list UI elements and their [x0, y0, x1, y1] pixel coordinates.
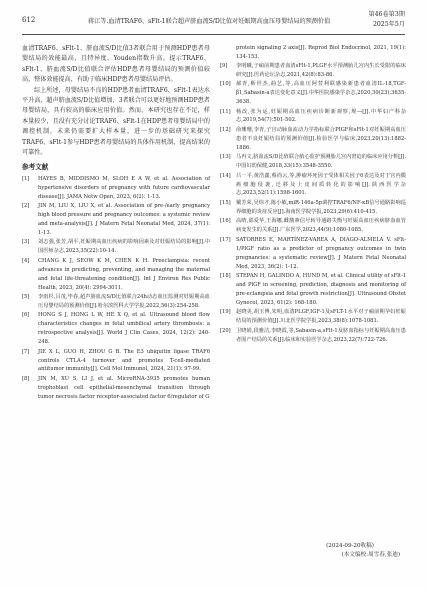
reference-text: 俞珊珊,李青,子宫动脉血流动力学指标联合PIGF和sFlt-1对妊娠期高血压患者不良妊娠结局的预测价值[J].检验医学与临床,2023,20(13):1882-1886. [236, 126, 406, 151]
reference-number: [8] [22, 375, 30, 382]
reference-number: [7] [22, 348, 30, 355]
right-column [220, 44, 406, 345]
reference-item [22, 311, 210, 347]
reference-item [220, 153, 406, 171]
reference-item [220, 62, 406, 80]
reference-text: 刘志强,张芳,胡平,妊娠期高血压疾病的影响因素及对妊娠结局的影响[J].中国医师杂志,2023,35(22):10-14. [38, 239, 210, 255]
reference-text: 卫晓娟,段雅洁,李晓霞,等,Sabasin-a,sFlt-1及脐血指标与妊娠期高血压患者围产结局的关系[J].临床和实验医学杂志,2023,22(7):722-726. [236, 327, 406, 343]
left-column [22, 44, 210, 402]
reference-item [220, 327, 406, 345]
reference-number: [18] [220, 273, 231, 279]
page-number: 612 [22, 16, 36, 24]
reference-number: [11] [220, 108, 231, 115]
reference-number: [4] [22, 257, 30, 264]
reference-text: HAYES B, MIDDISMO M, SLOH E A W, et al. Association of hypertensive disorders of pregnancy with future cardiovascular disease[J]. JAMA Netw Open, 2023, 6(2): 1-13. [38, 175, 210, 200]
reference-text: 杨改,张为运,妊娠期高血压疾病诊断新观察,规—[J].中华妇产科杂志,2019,54(7):501-502. [236, 108, 406, 124]
article-footer [300, 542, 400, 559]
reference-number: [20] [220, 327, 231, 334]
reference-item [22, 257, 210, 293]
reference-text: 戴芳荣,吴炜才,陈小敏,miR-146a-5p调控TRAF6/NF-κB信号通路影响巡界细胞的炎症反应[J].海南医学院学报,2023,29(6):410-415. [236, 199, 406, 215]
journal-issue [368, 10, 405, 30]
reference-item [220, 172, 406, 199]
page-header [22, 10, 405, 44]
reference-number: [3] [22, 239, 30, 246]
header-rule [22, 34, 405, 35]
reference-text: 高晴,邵爱华,王海娜,雌激素信号转导通路失衡与妊娠高血压疾病脐血血管病变发生的关系[J].广东医学,2023,44(9):1080-1085. [236, 218, 406, 234]
reference-number: [5] [22, 294, 30, 301]
reference-item [220, 236, 406, 272]
reference-text: JIE X L, GUO H, ZHOU G B. The E3 ubiquitin ligase TRAF6 controls CTLA-4 turnover and promotes T-cell-mediated antitumor immunity[J]. Cell Mol Immunol, 2024, 21(1): 97-99. [38, 348, 210, 373]
reference-text: JIN M, XU S, LI J, et al. MicroRNA-3935 promotes human trophoblast cell epithelial-mesenchymal transition through tumor necrosis factor receptor-associated factor 6/regulator of G [38, 375, 210, 400]
reference-item [22, 175, 210, 202]
reference-item [220, 108, 406, 126]
volume-issue: 第46卷第3期 [368, 11, 405, 18]
reference-text: SATORRES E, MARTÍNEZ-VAREA A, DIAGO-ALMELA V. sFlt-1/PlGF ratio as a predictor of pregnancy outcomes in twin pregnancies: a systematic review[J]. J Matern Fetal Neonatal Med, 2023, 36(2): 1-12. [236, 236, 406, 270]
reference-text: 赵晓美,胡玉博,朱明,血清PLGF,IGF-1及sFLT-1水平对子痫前期孕妇妊娠结局的预测价值[J].川北医学院学报,2023,38(8):1078-1081. [236, 309, 406, 325]
reference-number: [6] [22, 312, 30, 319]
reference-text: CHANG K J, SEOW K M, CHEN K H. Preeclampsia: recent advances in predicting, preventing, and managing the maternal and fetal life-threatening condition[J]. Int J Environ Res Public Health, 2023, 20(4): 2994-3011. [38, 257, 210, 291]
reference-number: [16] [220, 218, 231, 225]
reference-item [220, 126, 406, 153]
reference-number: [17] [220, 236, 231, 243]
reference-text: HONG S J, HONG L W, HE X Q, et al. Ultrasound blood flow characteristics changes in fetal umbilical artery thrombosis: a retrospective analysis[J]. World J Clin Cases, 2024, 12(2): 240-248. [38, 312, 210, 346]
reference-item [22, 348, 210, 375]
editor-note: (本文编校:周雪春,张迪) [341, 551, 400, 558]
reference-number: [1] [22, 175, 30, 182]
body-paragraph-2: 综上所述，母婴结局不良的HDP患者血清TRAF6、sFlt-1表达水平升高，超声脐血流S/D比值增加，3者联合可以更好地预测HDP患者母婴结局，具有较高的临床应用价值。然而，本研究也存在不足，样本量较少，且没有充分讨论TRAF6、sFlt-1在HDP患者母婴结局中的调控机制，未来仍需要扩大样本量，进一步的基础研究来探究TRAF6、sFlt-1参与HDP患者母婴结局的具体作用机制，提高结果的可靠性。 [22, 86, 210, 157]
reference-number: [13] [220, 154, 231, 161]
reference-text: 马冉文,脐血流S/D比值联合胎心监护预测胎儿宫内窘迫的临床应用分析[J].中国妇幼保健,2018,33(15):3548-3550. [236, 154, 406, 170]
reference-number: [15] [220, 199, 231, 206]
reference-number: [12] [220, 126, 231, 133]
publication-date: 2025年5月 [372, 21, 405, 28]
reference-item [22, 375, 210, 402]
reference-text: 郝青,靳世杰,曲艺,等,高血压阿替利联感染新患者血清IL-18,TGF-β1,Sabasin-a表达变化意义[J].中华医院感染学杂志,2020,30(23):3635-3638. [236, 81, 406, 106]
reference-number: [9] [220, 62, 228, 69]
received-date: (2024-09-20收稿) [326, 543, 374, 549]
reference-continuation: protein signaling 2 axis[J]. Reprod Biol Endocrinol, 2021, 19(1): 134-153. [236, 45, 406, 60]
reference-text: 李明曦,子痫前期患者血清sFlt-1,PLGF水平预测胎儿宫内生长受限的临床研究[J].医药论坛杂志,2021,42(8):83-86. [236, 62, 406, 78]
reference-number: [14] [220, 172, 231, 179]
reference-item [220, 199, 406, 217]
running-title: 蒋江等.血清TRAF6、sFlt-1联合超声脐血流S/D比值对妊娠期高血压母婴结局的预测价值 [88, 18, 331, 25]
reference-item [220, 80, 406, 107]
reference-item [220, 308, 406, 326]
reference-list-left [22, 175, 210, 402]
reference-item [22, 293, 210, 311]
reference-item [220, 272, 406, 308]
reference-item [220, 217, 406, 235]
reference-text: STEPAN H, GALINDO A, HUND M, et al. Clinical utility of sFlt-1 and PlGF in screening, prediction, diagnosis and monitoring of pre-eclampsia and fetal growth restriction[J]. Ultrasound Obstet Gynecol, 2023, 61(2): 168-180. [236, 273, 406, 306]
reference-number: [10] [220, 81, 231, 88]
references-heading: 参考文献 [22, 163, 49, 172]
reference-item [22, 202, 210, 238]
reference-number: [2] [22, 203, 30, 210]
body-paragraph-1: 血清TRAF6、sFlt-1、脐血流S/D比值3者联合用于预测HDP患者母婴结局的效能最高，且特异度、Youden指数升高。提示TRAF6、sFlt-1、脐血流S/D比值联合评估HDP患者母婴结局的预测价值较高，整体效能提高，有助于临床HDP患者母婴结局评估。 [22, 45, 210, 84]
reference-list-right [220, 62, 406, 345]
reference-text: JIN M, LIU X, LIU X, et al. Association of pre-/early pregnancy high blood pressure and pregnancy outcomes: a systemic review and meta-analysis[J]. J Matern Fetal Neonatal Med, 2024, 37(1): 1-13. [38, 203, 210, 236]
reference-text: 李雨杉,吕茂,毕春,超声脐血流S/D比值联合24h动态血压监测对妊娠期高血压母婴结局的预测价值[J].哈尔滨医科大学学报,2022,56(3):254-258. [38, 294, 210, 309]
reference-text: 吕一平,黄浩鑫,蔡尚云,等,肿瘤坏死因子受体相关因子6表达及对于宫内膜癌细胞侵袭,迁移及上皮间质转化的影响[J].陕西医学杂志,2023,52(11):1598-1601. [236, 172, 406, 197]
reference-number: [19] [220, 309, 231, 316]
reference-item [22, 238, 210, 256]
